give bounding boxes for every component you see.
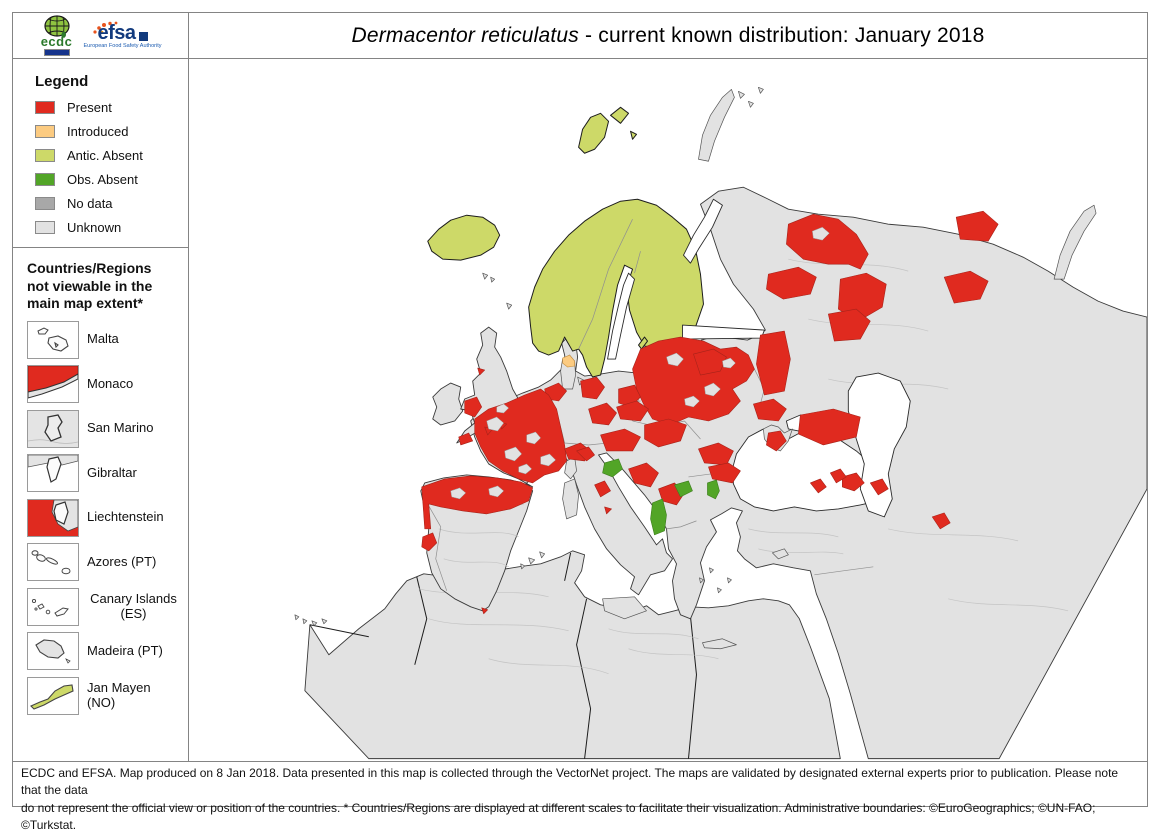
legend-label: Unknown [67,220,122,235]
inset-label: Madeira (PT) [87,642,163,658]
map-frame [12,12,1148,833]
legend-item-unknown [35,220,188,235]
footer-line-1: ECDC and EFSA. Map produced on 8 Jan 2018. Data presented in this map is collected through the VectorNet project. The maps are validated by designated external experts prior to publication. Please note that the data [21,766,1119,798]
azores-thumbnail [27,543,79,581]
ecdc-eu-flag [44,49,70,56]
efsa-logo [84,21,162,50]
efsa-eu-flag [139,32,148,41]
footer-note [13,761,1147,833]
inset-label: Jan Mayen (NO) [87,679,151,710]
canary-islands-thumbnail [27,588,79,626]
legend [13,59,188,248]
obs-absent-swatch [35,173,55,186]
ecdc-wordmark: ecdc [40,34,73,49]
legend-item-introduced [35,124,188,139]
san-marino-thumbnail [27,410,79,448]
inset-label: Malta [87,331,119,347]
inset-malta [27,321,180,359]
insets-section [13,248,188,761]
antic-absent-swatch [35,149,55,162]
europe-map [189,59,1147,761]
inset-liechtenstein [27,499,180,537]
efsa-wordmark: efsa [97,22,136,45]
ecdc-logo [40,15,74,56]
inset-azores [27,543,180,581]
inset-label: Liechtenstein [87,509,164,525]
inset-monaco [27,365,180,403]
inset-label: Gibraltar [87,464,137,480]
inset-madeira [27,632,180,670]
legend-label: Present [67,100,112,115]
introduced-swatch [35,125,55,138]
title-cell [189,13,1147,59]
legend-item-no-data [35,196,188,211]
logo-cell [13,13,189,59]
footer-line-2: do not represent the official view or position of the countries. * Countries/Regions are displayed at different scales to facilitate their visualization. Administrative boundaries: ©EuroGeographics; ©UN-FAO; ©Turkstat. [21,800,1096,833]
unknown-swatch [35,221,55,234]
efsa-subtitle: European Food Safety Authority [83,43,162,50]
species-name: Dermacentor reticulatus [351,23,580,47]
legend-label: No data [67,196,113,211]
insets-title: Countries/Regions not viewable in the main map extent* [27,260,153,311]
malta-thumbnail [27,321,79,359]
page-title [351,24,984,48]
jan-mayen-thumbnail [27,677,79,715]
efsa-wordmark-row [97,23,147,43]
map-area [189,59,1147,761]
inset-gibraltar [27,454,180,492]
inset-label: Canary Islands (ES) [90,590,177,621]
liechtenstein-thumbnail [27,499,79,537]
inset-label: Monaco [87,375,134,391]
inset-canary-islands [27,588,180,626]
title-rest: - current known distribution: January 2018 [579,23,985,47]
sidebar [13,59,189,761]
albania [651,499,667,535]
inset-label: San Marino [87,420,154,436]
gibraltar-thumbnail [27,454,79,492]
legend-label: Obs. Absent [67,172,138,187]
no-data-swatch [35,197,55,210]
inset-jan-mayen [27,677,180,715]
legend-item-present [35,100,188,115]
inset-label: Azores (PT) [87,553,157,569]
monaco-thumbnail [27,365,79,403]
legend-label: Introduced [67,124,129,139]
legend-item-obs-absent [35,172,188,187]
legend-label: Antic. Absent [67,148,143,163]
present-swatch [35,101,55,114]
madeira-thumbnail [27,632,79,670]
legend-title: Legend [35,73,89,90]
inset-san-marino [27,410,180,448]
legend-item-antic-absent [35,148,188,163]
